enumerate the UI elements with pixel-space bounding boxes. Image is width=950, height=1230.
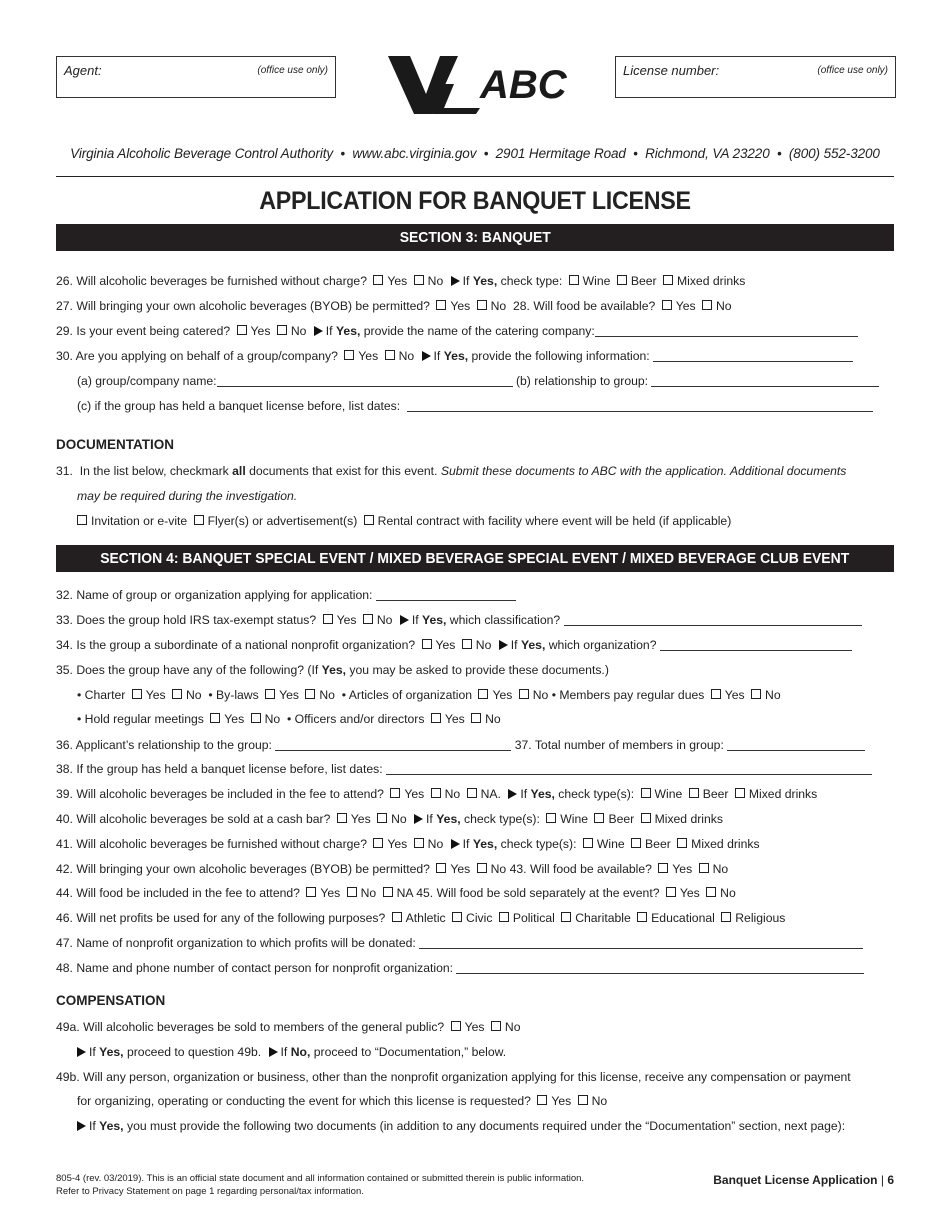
q44-no-checkbox[interactable] (347, 887, 357, 897)
officers-no-checkbox[interactable] (471, 713, 481, 723)
q43-no-checkbox[interactable] (699, 863, 709, 873)
question-32: 32. Name of group or organization applying for application: (56, 586, 516, 604)
website-link[interactable]: www.abc.virginia.gov (352, 146, 477, 161)
question-30-c: (c) if the group has held a banquet license before, list dates: (77, 397, 873, 415)
city: Richmond, VA 23220 (645, 146, 770, 161)
q40-yes-checkbox[interactable] (337, 813, 347, 823)
group-org-name-input[interactable] (376, 588, 516, 601)
q39-wine-checkbox[interactable] (641, 788, 651, 798)
arrow-icon (499, 640, 508, 650)
dues-no-checkbox[interactable] (751, 689, 761, 699)
office-use-note: (office use only) (257, 65, 328, 76)
footer-note (56, 1172, 584, 1198)
catering-company-input[interactable] (595, 324, 858, 337)
group-name-input[interactable] (217, 374, 513, 387)
q26-beer-checkbox[interactable] (617, 275, 627, 285)
agent-label: Agent: (64, 63, 102, 78)
political-checkbox[interactable] (499, 912, 509, 922)
q30-info-input[interactable] (653, 349, 853, 362)
q26-yes-checkbox[interactable] (373, 275, 383, 285)
question-35-items-2: • Hold regular meetings Yes No • Officers and/or directors Yes No (77, 712, 501, 726)
relationship-input[interactable] (651, 374, 879, 387)
section-4-title: SECTION 4: BANQUET SPECIAL EVENT / MIXED BEVERAGE SPECIAL EVENT / MIXED BEVERAGE CLUB EVENT (100, 550, 850, 567)
charitable-checkbox[interactable] (561, 912, 571, 922)
q29-yes-checkbox[interactable] (237, 325, 247, 335)
question-46: 46. Will net profits be used for any of the following purposes? Athletic Civic Political Charitable Educational Religious (56, 911, 786, 925)
applicant-relationship-input[interactable] (275, 738, 511, 751)
logo-text: ABC (480, 63, 567, 107)
question-49a-follow: If Yes, proceed to question 49b. If No, proceed to “Documentation,” below. (77, 1043, 506, 1061)
separator: • (340, 146, 345, 161)
question-40: 40. Will alcoholic beverages be sold at a cash bar? Yes No If Yes, check type(s): Wine Beer Mixed drinks (56, 812, 723, 826)
charter-yes-checkbox[interactable] (132, 689, 142, 699)
member-count-input[interactable] (727, 738, 865, 751)
arrow-icon (451, 839, 460, 849)
agent-box[interactable] (56, 56, 336, 98)
q33-yes-checkbox[interactable] (323, 614, 333, 624)
contact-person-input[interactable] (456, 961, 864, 974)
question-34: 34. Is the group a subordinate of a national nonprofit organization? Yes No If Yes, which organization? (56, 636, 852, 654)
q26-wine-checkbox[interactable] (569, 275, 579, 285)
footer-line-2: Refer to Privacy Statement on page 1 regarding personal/tax information. (56, 1186, 364, 1197)
educational-checkbox[interactable] (637, 912, 647, 922)
meetings-no-checkbox[interactable] (251, 713, 261, 723)
nonprofit-name-input[interactable] (419, 936, 863, 949)
question-38: 38. If the group has held a banquet license before, list dates: (56, 760, 872, 778)
q49a-yes-checkbox[interactable] (451, 1021, 461, 1031)
q39-mixed-checkbox[interactable] (735, 788, 745, 798)
question-36-37: 36. Applicant’s relationship to the group: 37. Total number of members in group: (56, 736, 865, 754)
invitation-checkbox[interactable] (77, 515, 87, 525)
classification-input[interactable] (564, 613, 862, 626)
q49b-no-checkbox[interactable] (578, 1095, 588, 1105)
question-27-28: 27. Will bringing your own alcoholic beverages (BYOB) be permitted? Yes No 28. Will food be available? Yes No (56, 299, 732, 313)
national-org-input[interactable] (660, 638, 852, 651)
arrow-icon (422, 351, 431, 361)
footer-line-1: 805-4 (rev. 03/2019). This is an official state document and all information contained or submitted therein is public information. (56, 1173, 585, 1184)
question-29: 29. Is your event being catered? Yes No If Yes, provide the name of the catering company: (56, 322, 858, 340)
phone: (800) 552-3200 (788, 146, 880, 161)
q40-wine-checkbox[interactable] (546, 813, 556, 823)
question-49b: 49b. Will any person, organization or business, other than the nonprofit organization applying for this license, receive any compensation or payment (56, 1070, 851, 1084)
question-26: 26. Will alcoholic beverages be furnished without charge? Yes No If Yes, check type: Wine Beer Mixed drinks (56, 274, 746, 288)
arrow-icon (77, 1047, 86, 1057)
q40-beer-checkbox[interactable] (594, 813, 604, 823)
section-3-title: SECTION 3: BANQUET (399, 229, 551, 246)
question-49b-cont: for organizing, operating or conducting the event for which this license is requested? Yes No (77, 1094, 608, 1108)
q39-no-checkbox[interactable] (431, 788, 441, 798)
section-3-bar (56, 224, 894, 251)
question-35-items-1: • Charter Yes No • By-laws Yes No • Articles of organization Yes No • Members pay regular dues Yes No (77, 688, 781, 702)
q39-na-checkbox[interactable] (467, 788, 477, 798)
previous-dates-input[interactable] (407, 399, 873, 412)
q44-na-checkbox[interactable] (383, 887, 393, 897)
q40-mixed-checkbox[interactable] (641, 813, 651, 823)
address: 2901 Hermitage Road (495, 146, 626, 161)
q49b-yes-checkbox[interactable] (537, 1095, 547, 1105)
q43-yes-checkbox[interactable] (658, 863, 668, 873)
q27-no-checkbox[interactable] (477, 300, 487, 310)
header-rule (56, 176, 894, 177)
rental-contract-checkbox[interactable] (364, 515, 374, 525)
documentation-heading: DOCUMENTATION (56, 437, 174, 452)
athletic-checkbox[interactable] (392, 912, 402, 922)
q49a-no-checkbox[interactable] (491, 1021, 501, 1031)
abc-logo (388, 54, 568, 116)
religious-checkbox[interactable] (721, 912, 731, 922)
q39-beer-checkbox[interactable] (689, 788, 699, 798)
question-31-cont: may be required during the investigation. (77, 489, 298, 503)
question-30: 30. Are you applying on behalf of a group/company? Yes No If Yes, provide the following information: (56, 347, 853, 365)
arrow-icon (314, 326, 323, 336)
q40-no-checkbox[interactable] (377, 813, 387, 823)
officers-yes-checkbox[interactable] (431, 713, 441, 723)
q41-mixed-checkbox[interactable] (677, 838, 687, 848)
compensation-heading: COMPENSATION (56, 993, 166, 1008)
separator: • (633, 146, 638, 161)
q42-no-checkbox[interactable] (477, 863, 487, 873)
bylaws-no-checkbox[interactable] (305, 689, 315, 699)
articles-yes-checkbox[interactable] (478, 689, 488, 699)
dues-yes-checkbox[interactable] (711, 689, 721, 699)
civic-checkbox[interactable] (452, 912, 462, 922)
separator: • (483, 146, 489, 161)
q42-yes-checkbox[interactable] (436, 863, 446, 873)
q28-yes-checkbox[interactable] (662, 300, 672, 310)
q26-no-checkbox[interactable] (414, 275, 424, 285)
question-49a: 49a. Will alcoholic beverages be sold to members of the general public? Yes No (56, 1020, 521, 1034)
bylaws-yes-checkbox[interactable] (265, 689, 275, 699)
q45-yes-checkbox[interactable] (666, 887, 676, 897)
question-47: 47. Name of nonprofit organization to which profits will be donated: (56, 934, 863, 952)
question-31-options: Invitation or e-vite Flyer(s) or advertisement(s) Rental contract with facility where event will be held (if applicable) (77, 512, 731, 530)
q30-no-checkbox[interactable] (385, 350, 395, 360)
footer-page-label: Banquet License Application | 6 (713, 1173, 894, 1187)
charter-no-checkbox[interactable] (172, 689, 182, 699)
meetings-yes-checkbox[interactable] (210, 713, 220, 723)
arrow-icon (451, 276, 460, 286)
org-name: Virginia Alcoholic Beverage Control Authority (70, 146, 334, 161)
page-title: APPLICATION FOR BANQUET LICENSE (259, 187, 691, 215)
banquet-dates-input[interactable] (386, 762, 872, 775)
arrow-icon (400, 615, 409, 625)
q41-wine-checkbox[interactable] (583, 838, 593, 848)
question-30-ab: (a) group/company name: (b) relationship to group: (77, 372, 879, 390)
question-44-45: 44. Will food be included in the fee to attend? Yes No NA 45. Will food be sold separately at the event? Yes No (56, 886, 736, 900)
arrow-icon (269, 1047, 278, 1057)
q28-no-checkbox[interactable] (702, 300, 712, 310)
q34-yes-checkbox[interactable] (422, 639, 432, 649)
arrow-icon (414, 814, 423, 824)
q41-yes-checkbox[interactable] (373, 838, 383, 848)
page-number: 6 (887, 1173, 894, 1187)
question-48: 48. Name and phone number of contact person for nonprofit organization: (56, 959, 864, 977)
flyer-checkbox[interactable] (194, 515, 204, 525)
license-number-box[interactable] (615, 56, 896, 98)
q41-no-checkbox[interactable] (414, 838, 424, 848)
question-35: 35. Does the group have any of the following? (If Yes, you may be asked to provide these documents.) (56, 663, 609, 677)
office-use-note: (office use only) (817, 65, 888, 76)
question-33: 33. Does the group hold IRS tax-exempt status? Yes No If Yes, which classification? (56, 611, 862, 629)
q29-no-checkbox[interactable] (277, 325, 287, 335)
arrow-icon (508, 789, 517, 799)
question-42-43: 42. Will bringing your own alcoholic beverages (BYOB) be permitted? Yes No 43. Will food be available? Yes No (56, 862, 729, 876)
q33-no-checkbox[interactable] (363, 614, 373, 624)
separator: • (776, 146, 782, 161)
q41-beer-checkbox[interactable] (631, 838, 641, 848)
question-49b-follow: If Yes, you must provide the following two documents (in addition to any documents required under the “Documentation” section, next page): (77, 1117, 845, 1135)
q39-yes-checkbox[interactable] (390, 788, 400, 798)
q34-no-checkbox[interactable] (462, 639, 472, 649)
arrow-icon (77, 1121, 86, 1131)
section-4-bar (56, 545, 894, 572)
q44-yes-checkbox[interactable] (306, 887, 316, 897)
q30-yes-checkbox[interactable] (344, 350, 354, 360)
contact-line (0, 146, 950, 161)
q45-no-checkbox[interactable] (706, 887, 716, 897)
license-number-label: License number: (623, 63, 720, 78)
question-41: 41. Will alcoholic beverages be furnished without charge? Yes No If Yes, check type(s): Wine Beer Mixed drinks (56, 837, 760, 851)
question-39: 39. Will alcoholic beverages be included in the fee to attend? Yes No NA. If Yes, check type(s): Wine Beer Mixed drinks (56, 787, 818, 801)
question-31: 31. In the list below, checkmark all documents that exist for this event. Submit these documents to ABC with the application. Additional documents (56, 464, 847, 478)
articles-no-checkbox[interactable] (519, 689, 529, 699)
q26-mixed-checkbox[interactable] (663, 275, 673, 285)
q27-yes-checkbox[interactable] (436, 300, 446, 310)
